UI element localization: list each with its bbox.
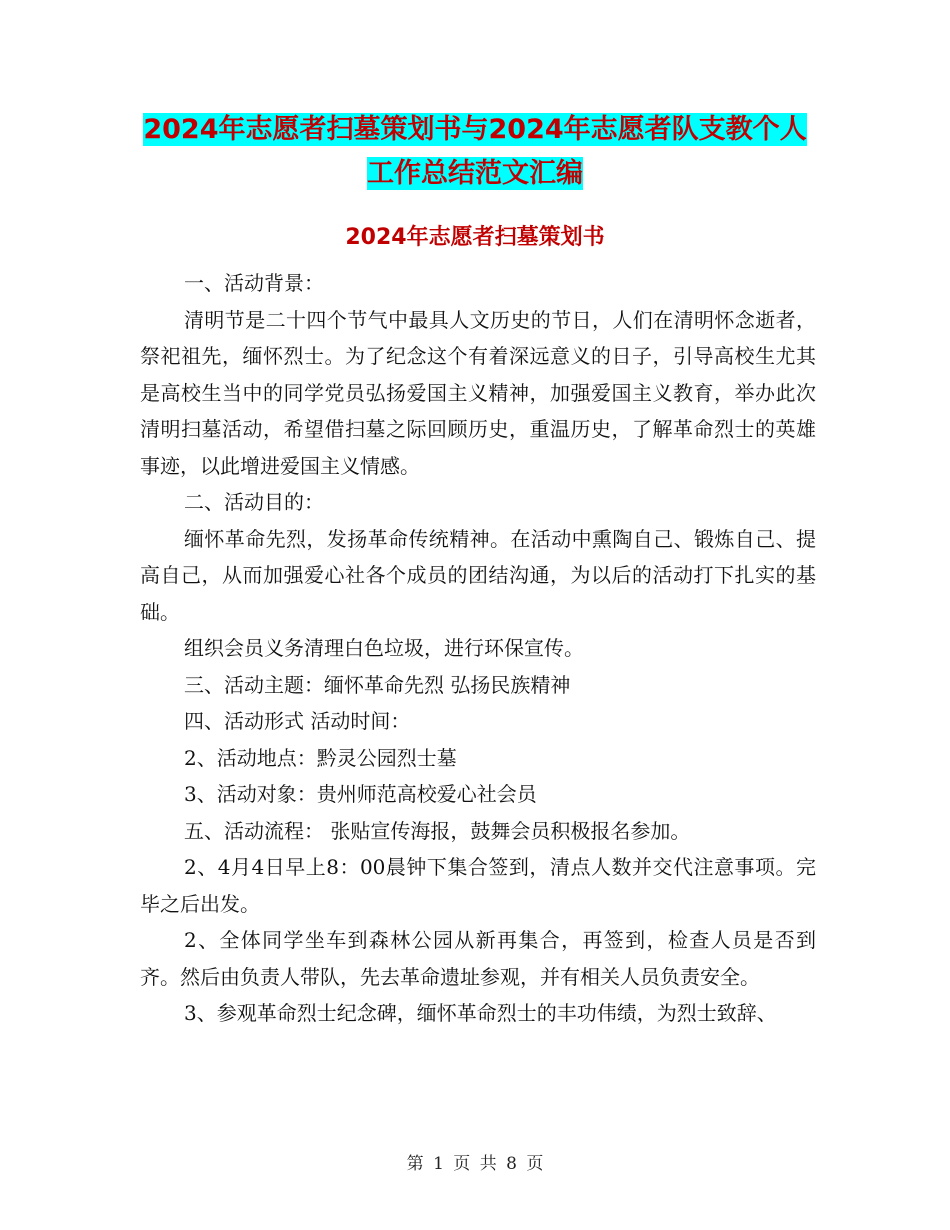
- paragraph: 三、活动主题：缅怀革命先烈 弘扬民族精神: [184, 672, 571, 697]
- document-title-line-2: 工作总结范文汇编: [367, 158, 583, 189]
- paragraph: 2、活动地点：黔灵公园烈士墓: [184, 745, 457, 770]
- paragraph: 2、4月4日早上8：00晨钟下集合签到，清点人数并交代注意事项。完毕之后出发。: [140, 855, 816, 916]
- paragraph: 3、活动对象：贵州师范高校爱心社会员: [184, 782, 537, 806]
- paragraph: 3、参观革命烈士纪念碑，缅怀革命烈士的丰功伟绩，为烈士致辞、: [184, 1001, 777, 1025]
- paragraph: 五、活动流程： 张贴宣传海报，鼓舞会员积极报名参加。: [184, 818, 691, 843]
- paragraph: 二、活动目的：: [184, 490, 324, 514]
- paragraph: 2、全体同学坐车到森林公园从新再集合，再签到，检查人员是否到齐。然后由负责人带队，先去革命遗址参观，并有相关人员负责安全。: [140, 928, 816, 989]
- document-body: [140, 265, 816, 1032]
- paragraph: 组织会员义务清理白色垃圾，进行环保宣传。: [184, 636, 584, 660]
- page-number-footer: 第 1 页 共 8 页: [406, 1154, 544, 1174]
- section-title: 2024年志愿者扫墓策划书: [345, 225, 605, 250]
- document-title-line-1: 2024年志愿者扫墓策划书与2024年志愿者队支教个人: [143, 114, 807, 145]
- paragraph: 缅怀革命先烈，发扬革命传统精神。在活动中熏陶自己、锻炼自己、提高自己，从而加强爱心社各个成员的团结沟通，为以后的活动打下扎实的基础。: [140, 526, 816, 624]
- paragraph: 一、活动背景：: [184, 271, 324, 295]
- paragraph: 清明节是二十四个节气中最具人文历史的节日，人们在清明怀念逝者，祭祀祖先，缅怀烈士。为了纪念这个有着深远意义的日子，引导高校生尤其是高校生当中的同学党员弘扬爱国主义精神，加强爱国主义教育，举办此次清明扫墓活动，希望借扫墓之际回顾历史，重温历史，了解革命烈士的英雄事迹，以此增进爱国主义情感。: [140, 307, 816, 478]
- paragraph: 四、活动形式 活动时间：: [184, 709, 411, 733]
